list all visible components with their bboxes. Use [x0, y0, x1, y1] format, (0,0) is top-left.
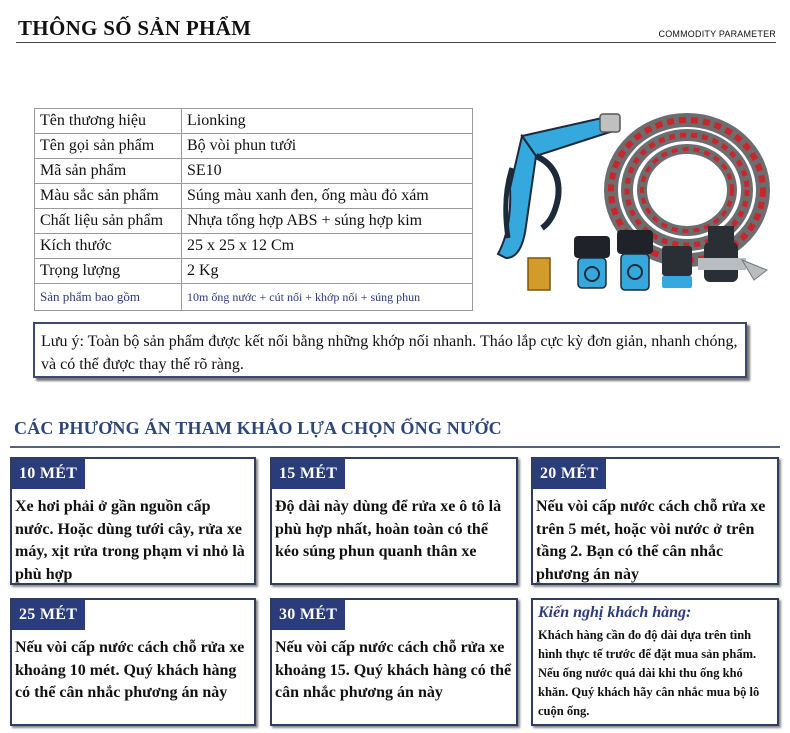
spec-value: Lionking [182, 109, 473, 134]
option-card-10m [10, 457, 256, 585]
spec-key: Tên thương hiệu [35, 109, 182, 134]
advice-card [531, 598, 779, 726]
spec-row [35, 234, 473, 259]
option-text: Độ dài này dùng để rửa xe ô tô là phù hợp nhất, hoàn toàn có thể kéo súng phun quanh thân xe [275, 498, 502, 560]
spec-row [35, 134, 473, 159]
spec-key: Chất liệu sản phẩm [35, 209, 182, 234]
option-card-20m [531, 457, 779, 585]
spec-key: Tên gọi sản phẩm [35, 134, 182, 159]
spec-value: Bộ vòi phun tưới [182, 134, 473, 159]
spec-table [34, 108, 473, 311]
option-tag: 20 MÉT [533, 459, 606, 489]
product-image [492, 108, 782, 308]
option-tag: 10 MÉT [12, 459, 85, 489]
option-tag: 30 MÉT [272, 600, 345, 630]
spec-row [35, 259, 473, 284]
advice-title: Kiến nghị khách hàng: [538, 604, 692, 621]
section-title: CÁC PHƯƠNG ÁN THAM KHẢO LỰA CHỌN ỐNG NƯỚC [14, 418, 502, 438]
section-divider [10, 446, 780, 448]
spec-value: 25 x 25 x 12 Cm [182, 234, 473, 259]
spec-key: Mã sản phẩm [35, 159, 182, 184]
spec-value: Súng màu xanh đen, ống màu đỏ xám [182, 184, 473, 209]
spec-value: 10m ống nước + cút nối + khớp nối + súng phun [182, 284, 473, 311]
page-title: THÔNG SỐ SẢN PHẨM [18, 16, 252, 40]
spec-key: Kích thước [35, 234, 182, 259]
option-text: Nếu vòi cấp nước cách chỗ rửa xe khoảng 10 mét. Quý khách hàng có thể cân nhắc phương án này [15, 639, 245, 701]
spec-row [35, 284, 473, 311]
option-tag: 15 MÉT [272, 459, 345, 489]
connector-icon [574, 236, 610, 288]
option-card-15m [270, 457, 518, 585]
note-box: Lưu ý: Toàn bộ sản phẩm được kết nối bằng những khớp nối nhanh. Tháo lắp cực kỳ đơn giản, nhanh chóng, và có thể được thay thế rõ ràng. [33, 322, 747, 378]
option-text: Nếu vòi cấp nước cách chỗ rửa xe khoảng 15. Quý khách hàng có thể cân nhắc phương án này [275, 639, 512, 701]
spec-key: Trọng lượng [35, 259, 182, 284]
spec-key: Màu sắc sản phẩm [35, 184, 182, 209]
spec-value: 2 Kg [182, 259, 473, 284]
faucet-adapter-icon [662, 246, 692, 288]
option-card-30m [270, 598, 518, 726]
option-text: Nếu vòi cấp nước cách chỗ rửa xe trên 5 mét, hoặc vòi nước ở trên tầng 2. Bạn có thể cân nhắc phương án này [536, 498, 766, 583]
spec-row [35, 184, 473, 209]
faucet-clamp-icon [698, 226, 767, 282]
option-text: Xe hơi phải ở gần nguồn cấp nước. Hoặc dùng tưới cây, rửa xe máy, xịt rửa trong phạm vi nhỏ là phù hợp [15, 498, 245, 583]
spec-row [35, 209, 473, 234]
spec-row [35, 159, 473, 184]
header-divider [16, 42, 776, 43]
spec-value: SE10 [182, 159, 473, 184]
spec-key: Sản phẩm bao gồm [35, 284, 182, 311]
page-subtitle: COMMODITY PARAMETER [658, 29, 776, 39]
option-tag: 25 MÉT [12, 600, 85, 630]
option-card-25m [10, 598, 256, 726]
spec-value: Nhựa tổng hợp ABS + súng hợp kim [182, 209, 473, 234]
spec-row [35, 109, 473, 134]
connector-icon [617, 230, 653, 290]
advice-text: Khách hàng cần đo độ dài dựa trên tình hình thực tế trước để đặt mua sản phẩm. Nếu ống nước quá dài khi thu ống khó khăn. Quý khách hãy cân nhắc mua bộ lô cuộn ống. [538, 628, 760, 718]
